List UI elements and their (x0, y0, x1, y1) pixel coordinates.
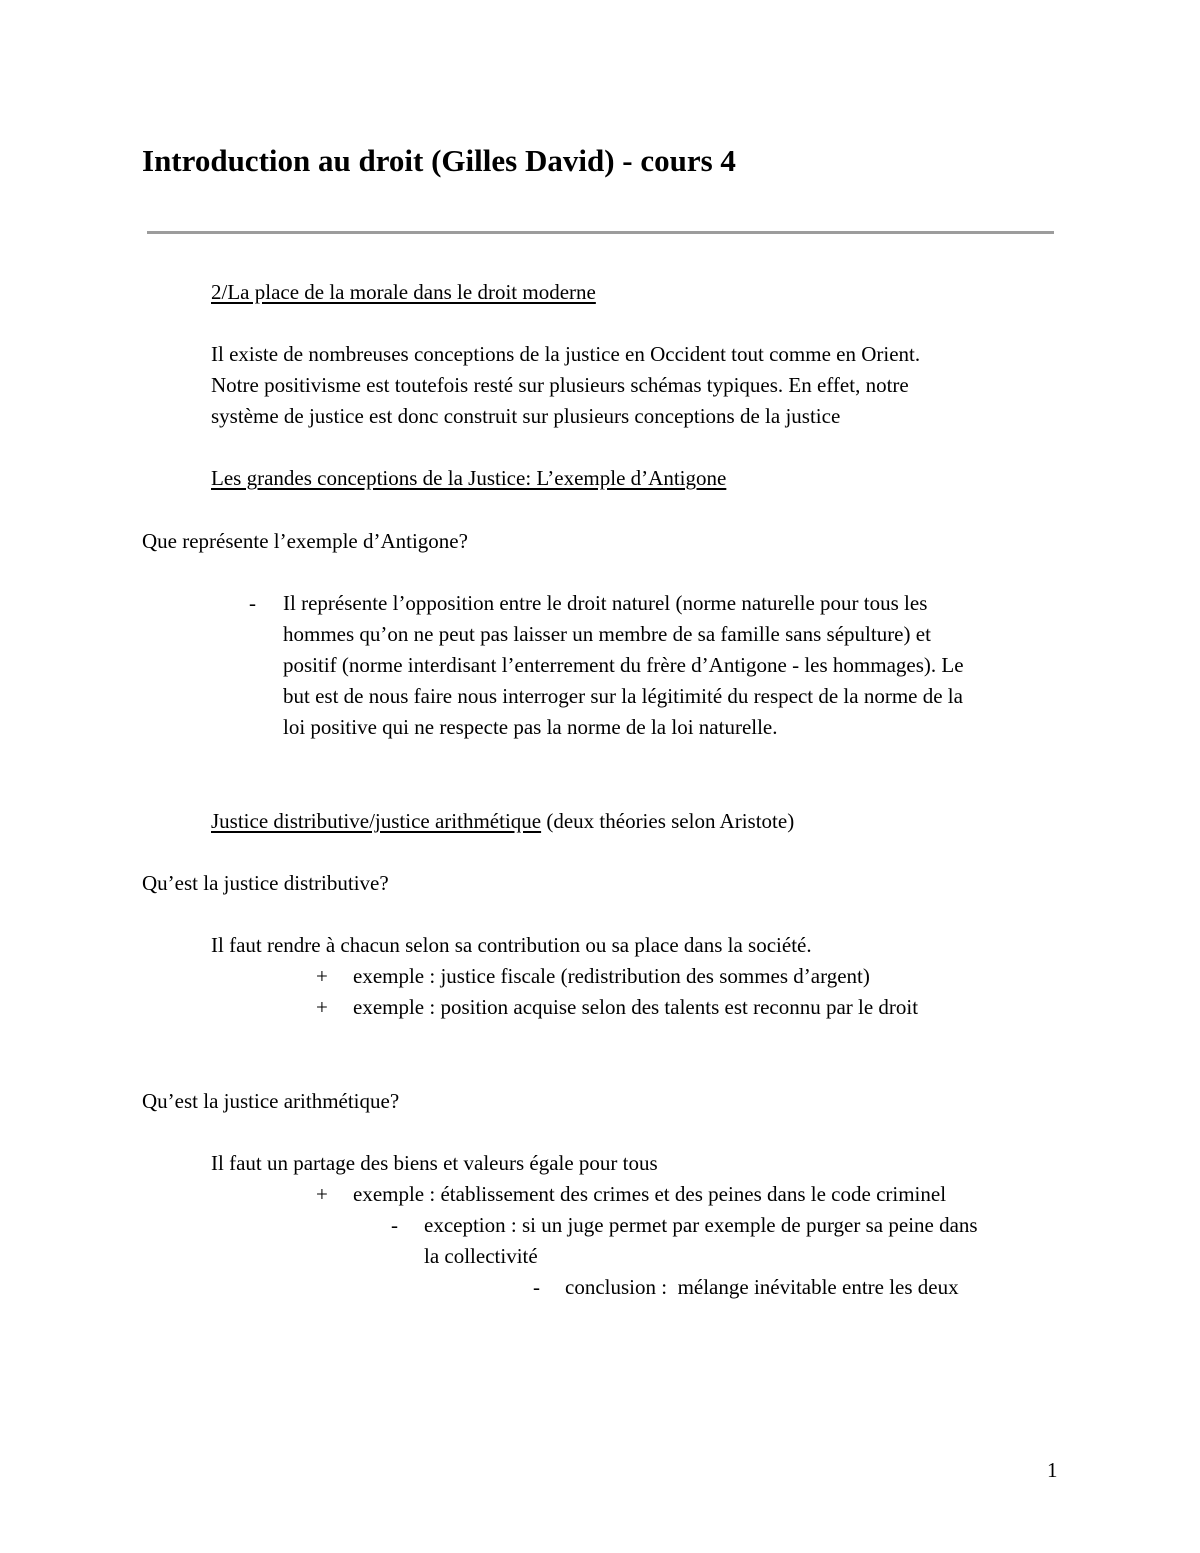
conclusion-line: conclusion : mélange inévitable entre les deux (565, 1275, 959, 1299)
question-antigone: Que représente l’exemple d’Antigone? (142, 529, 468, 553)
section-heading-justice-underlined: Justice distributive/justice arithmétique (211, 809, 542, 833)
example-line: exemple : position acquise selon des talents est reconnu par le droit (353, 995, 919, 1019)
bullet-line: positif (norme interdisant l’enterrement du frère d’Antigone - les hommages). Le (283, 653, 964, 677)
paragraph-line: système de justice est donc construit sur plusieurs conceptions de la justice (211, 404, 841, 428)
paragraph-line: Il existe de nombreuses conceptions de la justice en Occident tout comme en Orient. (211, 342, 921, 366)
section-heading-antigone: Les grandes conceptions de la Justice: L’exemple d’Antigone (211, 466, 727, 490)
horizontal-rule (147, 231, 1054, 234)
document-title: Introduction au droit (Gilles David) - cours 4 (142, 143, 736, 178)
bullet-dash: - (249, 591, 256, 615)
bullet-plus: + (316, 995, 328, 1019)
question-distributive: Qu’est la justice distributive? (142, 871, 389, 895)
answer-distributive: Il faut rendre à chacun selon sa contribution ou sa place dans la société. (211, 933, 812, 957)
answer-arithmetique: Il faut un partage des biens et valeurs égale pour tous (211, 1151, 658, 1175)
page-number: 1 (1047, 1458, 1058, 1482)
bullet-line: loi positive qui ne respecte pas la norme de la loi naturelle. (283, 715, 778, 739)
bullet-dash: - (533, 1275, 540, 1299)
question-arithmetique: Qu’est la justice arithmétique? (142, 1089, 400, 1113)
paragraph-line: Notre positivisme est toutefois resté sur plusieurs schémas typiques. En effet, notre (211, 373, 909, 397)
bullet-line: but est de nous faire nous interroger sur la légitimité du respect de la norme de la (283, 684, 963, 708)
exception-line: la collectivité (424, 1244, 538, 1268)
bullet-line: Il représente l’opposition entre le droit naturel (norme naturelle pour tous les (283, 591, 928, 615)
bullet-line: hommes qu’on ne peut pas laisser un membre de sa famille sans sépulture) et (283, 622, 931, 646)
bullet-dash: - (391, 1213, 398, 1237)
exception-line: exception : si un juge permet par exemple de purger sa peine dans (424, 1213, 978, 1237)
example-line: exemple : établissement des crimes et des peines dans le code criminel (353, 1182, 947, 1206)
section-heading-justice-rest: (deux théories selon Aristote) (541, 809, 795, 833)
example-line: exemple : justice fiscale (redistribution des sommes d’argent) (353, 964, 870, 988)
bullet-plus: + (316, 1182, 328, 1206)
bullet-plus: + (316, 964, 328, 988)
section-heading-justice (211, 806, 794, 837)
section-heading-morale: 2/La place de la morale dans le droit moderne (211, 280, 596, 304)
